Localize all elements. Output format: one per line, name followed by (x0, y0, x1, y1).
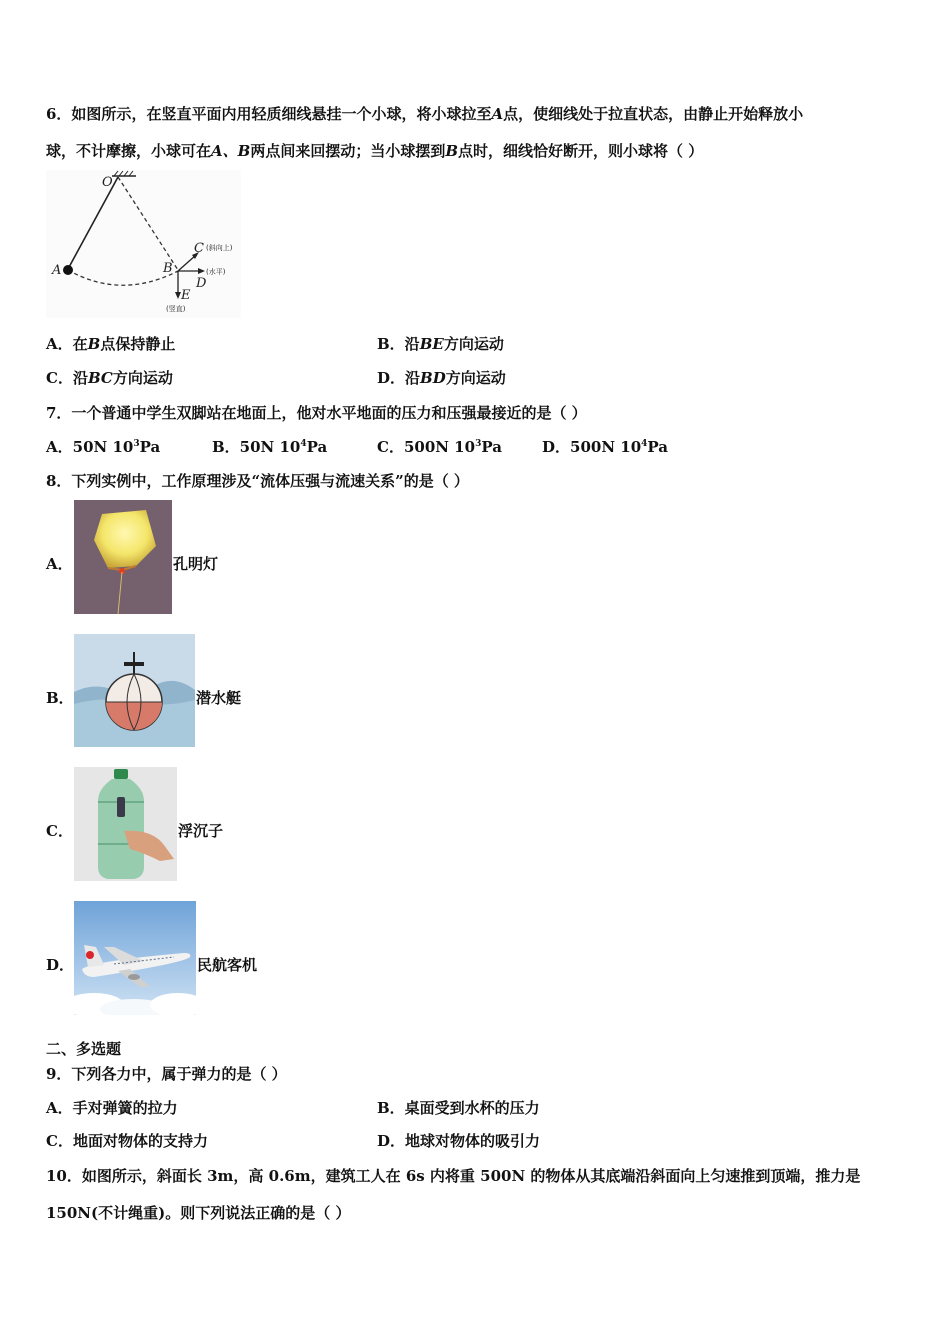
label-D-note: (水平) (206, 268, 226, 276)
q7-option-c[interactable]: C．500N $10^3Pa$ (377, 438, 502, 456)
q9-option-b[interactable]: B．桌面受到水杯的压力 (377, 1099, 540, 1117)
q7-option-b[interactable]: B．50N $10^4Pa$ (212, 438, 328, 456)
q6-stem-line1: 6．如图所示，在竖直平面内用轻质细线悬挂一个小球，将小球拉至A点，使细线处于拉直状态，由静止开始释放小 (46, 105, 804, 123)
q6-option-a[interactable]: A．在B点保持静止 (46, 335, 176, 353)
label-O: O (102, 175, 113, 190)
q8-stem: 8．下列实例中，工作原理涉及“流体压强与流速关系”的是（ ） (46, 472, 469, 490)
section-title-multi-choice: 二、多选题 (46, 1040, 122, 1058)
label-B: B (163, 261, 173, 276)
cartesian-diver-photo (74, 767, 177, 881)
q6-option-b[interactable]: B．沿BE方向运动 (377, 335, 504, 353)
q8-option-b-label: 潜水艇 (196, 689, 242, 707)
label-C-note: (斜向上) (206, 244, 233, 252)
q6-stem-line2: 球，不计摩擦，小球可在A、B两点间来回摆动；当小球摆到B点时，细线恰好断开，则小球将（ ） (46, 142, 704, 160)
q9-option-c[interactable]: C．地面对物体的支持力 (46, 1132, 208, 1150)
q10-stem-line2: 150N(不计绳重)。则下列说法正确的是（ ） (46, 1204, 351, 1222)
q10-stem-line1: 10．如图所示，斜面长 3m，高 0.6m，建筑工人在 6s 内将重 500N 的物体从其底端沿斜面向上匀速推到顶端，推力是 (46, 1167, 861, 1185)
q7-option-a[interactable]: A．50N $10^3Pa$ (46, 438, 161, 456)
q6-option-c[interactable]: C．沿BC方向运动 (46, 369, 173, 387)
q9-option-d[interactable]: D．地球对物体的吸引力 (377, 1132, 541, 1150)
sky-lantern-photo (74, 500, 172, 614)
label-E: E (181, 288, 191, 303)
q7-option-d[interactable]: D．500N $10^4Pa$ (542, 438, 669, 456)
pendulum-diagram (46, 170, 241, 318)
label-C: C (194, 241, 204, 256)
q6-option-d[interactable]: D．沿BD方向运动 (377, 369, 506, 387)
q8-option-c-letter[interactable]: C． (46, 822, 73, 840)
q8-option-d-label: 民航客机 (197, 956, 258, 974)
q8-option-a-letter[interactable]: A． (46, 555, 73, 573)
q8-option-d-letter[interactable]: D． (46, 956, 75, 974)
airliner-photo (74, 901, 196, 1015)
submarine-model-photo (74, 634, 195, 747)
q7-stem: 7．一个普通中学生双脚站在地面上，他对水平地面的压力和压强最接近的是（ ） (46, 404, 587, 422)
q8-option-c-label: 浮沉子 (178, 822, 224, 840)
q9-stem: 9．下列各力中，属于弹力的是（ ） (46, 1065, 287, 1083)
q8-option-b-letter[interactable]: B． (46, 689, 74, 707)
q8-option-a-label: 孔明灯 (173, 555, 219, 573)
q9-option-a[interactable]: A．手对弹簧的拉力 (46, 1099, 178, 1117)
label-A: A (52, 263, 62, 278)
label-D: D (196, 276, 207, 291)
label-E-note: (竖直) (166, 305, 186, 313)
